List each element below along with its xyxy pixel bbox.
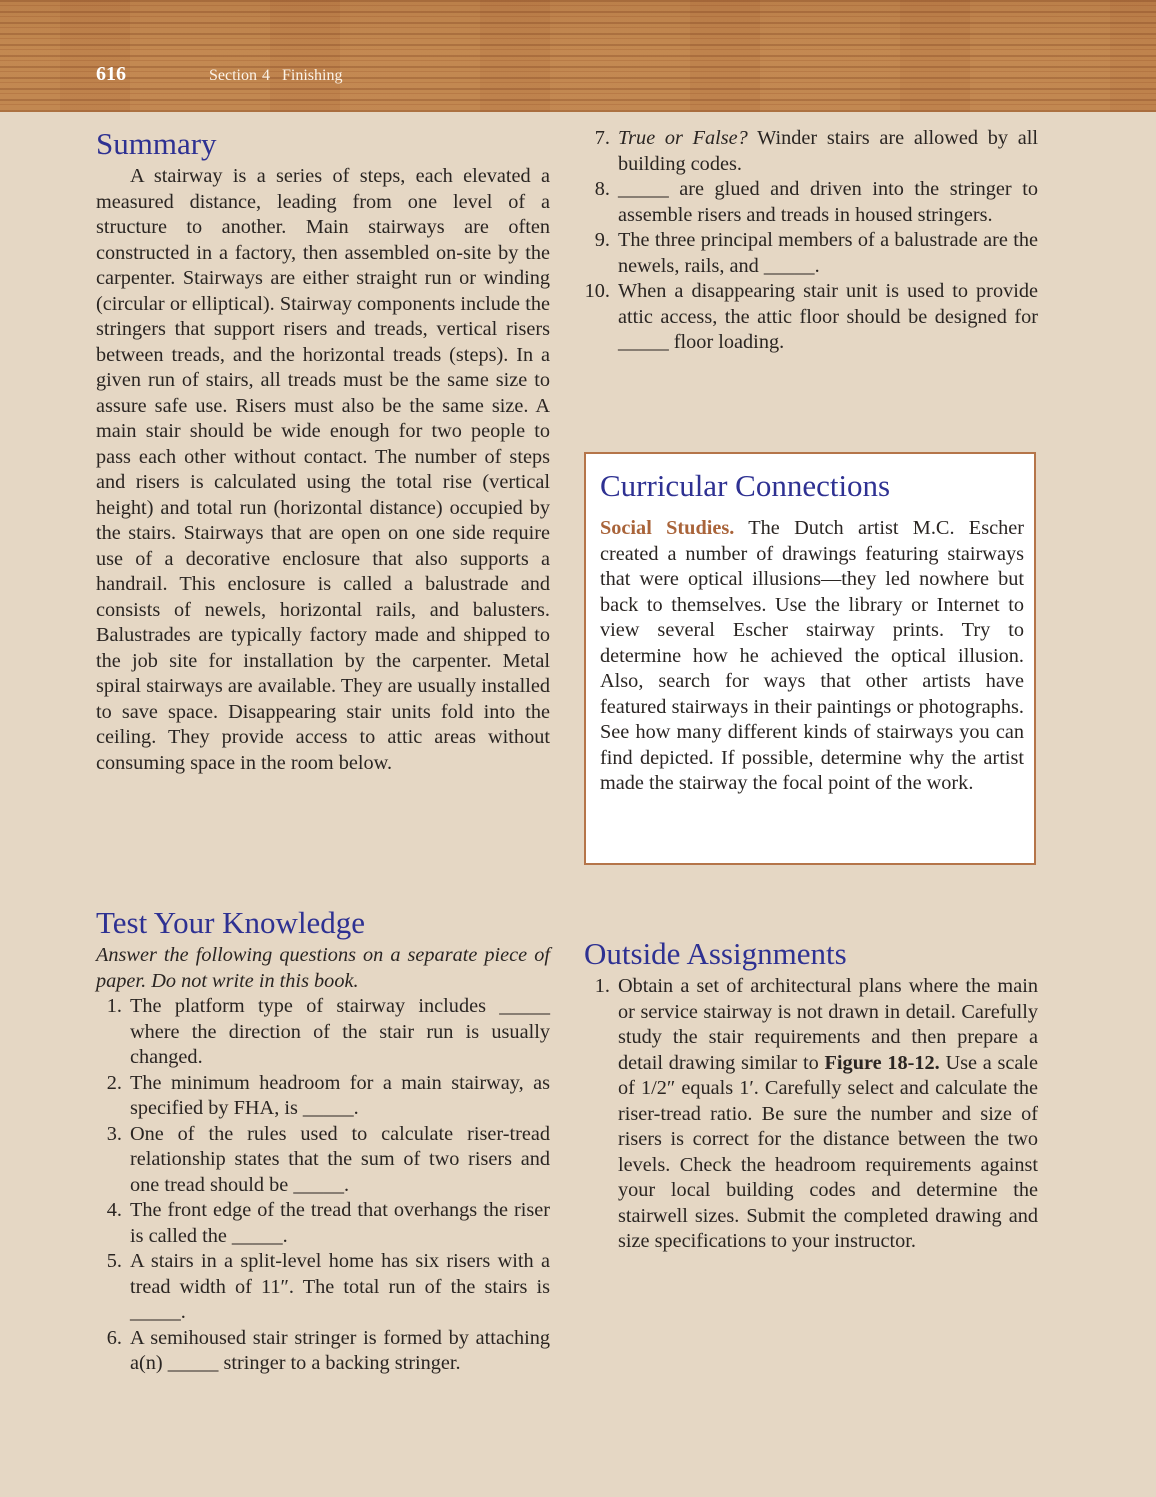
- figure-reference: Figure 18-12.: [824, 1051, 940, 1074]
- question-list-right: [584, 126, 1038, 356]
- assignment-item: [584, 974, 1038, 1255]
- summary-paragraph: A stairway is a series of steps, each elevated a measured distance, leading from one level of a structure to another. Main stairways are often constructed in a factory, then assembled on-site by the carpenter. Stairways are either straight run or winding (circular or elliptical). Stairway components include the stringers that support risers and treads, vertical risers between treads, and the horizontal treads (steps). In a given run of stairs, all treads must be the same size to assure safe use. Risers must also be the same size. A main stair should be wide enough for two people to pass each other without contact. The number of steps and risers is calculated using the total rise (vertical height) and total run (horizontal distance) occupied by the stairs. Stairways that are open on one side require use of a decorative enclosure that also supports a handrail. This enclosure is called a balustrade and consists of newels, horizontal rails, and balusters. Balustrades are typically factory made and shipped to the job site for installation by the carpenter. Metal spiral stairways are available. They are usually installed to save space. Disappearing stair units fold into the ceiling. They provide access to attic areas without consuming space in the room below.: [96, 165, 550, 774]
- question-item: [96, 1122, 550, 1199]
- question-number: 3.: [106, 1122, 122, 1145]
- question-number: 6.: [106, 1326, 122, 1349]
- running-head: [209, 67, 342, 85]
- assignment-text-before: Obtain a set of architectural plans where the main or service stairway is not drawn in detail. Carefully study the stair requirements and then prepare a detail drawing similar to: [618, 975, 1038, 1074]
- page-number: 616: [96, 63, 126, 85]
- assignment-text-after: Use a scale of 1/2″ equals 1′. Carefully select and calculate the riser-tread ratio. Be sure the number and size of risers is correct for the distance between the two levels. Check the headroom requirements against your local building codes and determine the stairwell sizes. Submit the completed drawing and size specifications to your instructor.: [618, 1051, 1038, 1252]
- question-item: [96, 1249, 550, 1326]
- subject-label: Social Studies.: [600, 517, 735, 539]
- question-item: [96, 994, 550, 1071]
- curricular-connections-box: [584, 452, 1036, 865]
- section-title: Finishing: [282, 67, 343, 84]
- summary-heading: Summary: [96, 126, 217, 161]
- question-number: 1.: [106, 995, 122, 1017]
- test-instructions: Answer the following questions on a separate piece of paper. Do not write in this book.: [96, 944, 550, 992]
- outside-assignments-heading: Outside Assignments: [584, 936, 847, 971]
- question-number: 5.: [106, 1250, 122, 1272]
- question-text: The minimum headroom for a main stairway, as specified by FHA, is _____.: [130, 1071, 550, 1119]
- outside-assignments-section: [584, 936, 1038, 1255]
- question-text: _____ are glued and driven into the stringer to assemble risers and treads in housed stringers.: [618, 178, 1038, 226]
- question-item: [96, 1071, 550, 1122]
- curricular-connections-body: The Dutch artist M.C. Escher created a number of drawings featuring stairways that were optical illusions—they led nowhere but back to themselves. Use the library or Internet to view several Escher stairway prints. Try to determine how he achieved the optical illusion. Also, search for ways that other artists have featured stairways in their paintings or photographs. See how many different kinds of stairways you can find depicted. If possible, determine why the artist made the stairway the focal point of the work.: [600, 517, 1024, 794]
- test-your-knowledge-heading: Test Your Knowledge: [96, 905, 366, 940]
- question-text: A semihoused stair stringer is formed by attaching a(n) _____ stringer to a backing stringer.: [130, 1326, 550, 1374]
- question-text: When a disappearing stair unit is used to provide attic access, the attic floor should be designed for _____ floor loading.: [618, 280, 1038, 353]
- question-item: [584, 228, 1038, 279]
- curricular-connections-text: [600, 516, 1024, 797]
- question-text: A stairs in a split-level home has six risers with a tread width of 11″. The total run of the stairs is _____.: [130, 1250, 550, 1323]
- question-item: [584, 126, 1038, 177]
- question-number: 4.: [106, 1199, 122, 1221]
- summary-section: [96, 126, 550, 776]
- question-text: The platform type of stairway includes _____ where the direction of the stair run is usually changed.: [130, 995, 550, 1068]
- question-prefix: True or False?: [618, 127, 748, 149]
- question-text: The three principal members of a balustrade are the newels, rails, and _____.: [618, 229, 1038, 277]
- question-number: 8.: [594, 178, 610, 200]
- question-text: Winder stairs are allowed by all building codes.: [618, 127, 1038, 175]
- question-number: 2.: [106, 1071, 122, 1094]
- question-number: 7.: [594, 127, 610, 149]
- test-your-knowledge-section: [96, 905, 550, 1377]
- curricular-connections-heading: Curricular Connections: [600, 468, 891, 503]
- question-item: [584, 279, 1038, 356]
- question-list-left: [96, 994, 550, 1377]
- question-number: 10.: [584, 280, 610, 302]
- question-text: The front edge of the tread that overhangs the riser is called the _____.: [130, 1199, 550, 1247]
- section-number: Section 4: [209, 67, 270, 84]
- question-number: 9.: [594, 229, 610, 251]
- page-header-wood-banner: [0, 0, 1156, 112]
- question-item: [584, 177, 1038, 228]
- assignment-number: 1.: [594, 975, 610, 997]
- assignment-list: [584, 974, 1038, 1255]
- question-text: One of the rules used to calculate riser-tread relationship states that the sum of two risers and one tread should be _____.: [130, 1122, 550, 1196]
- test-your-knowledge-continued: [584, 126, 1038, 356]
- question-item: [96, 1198, 550, 1249]
- question-item: [96, 1326, 550, 1377]
